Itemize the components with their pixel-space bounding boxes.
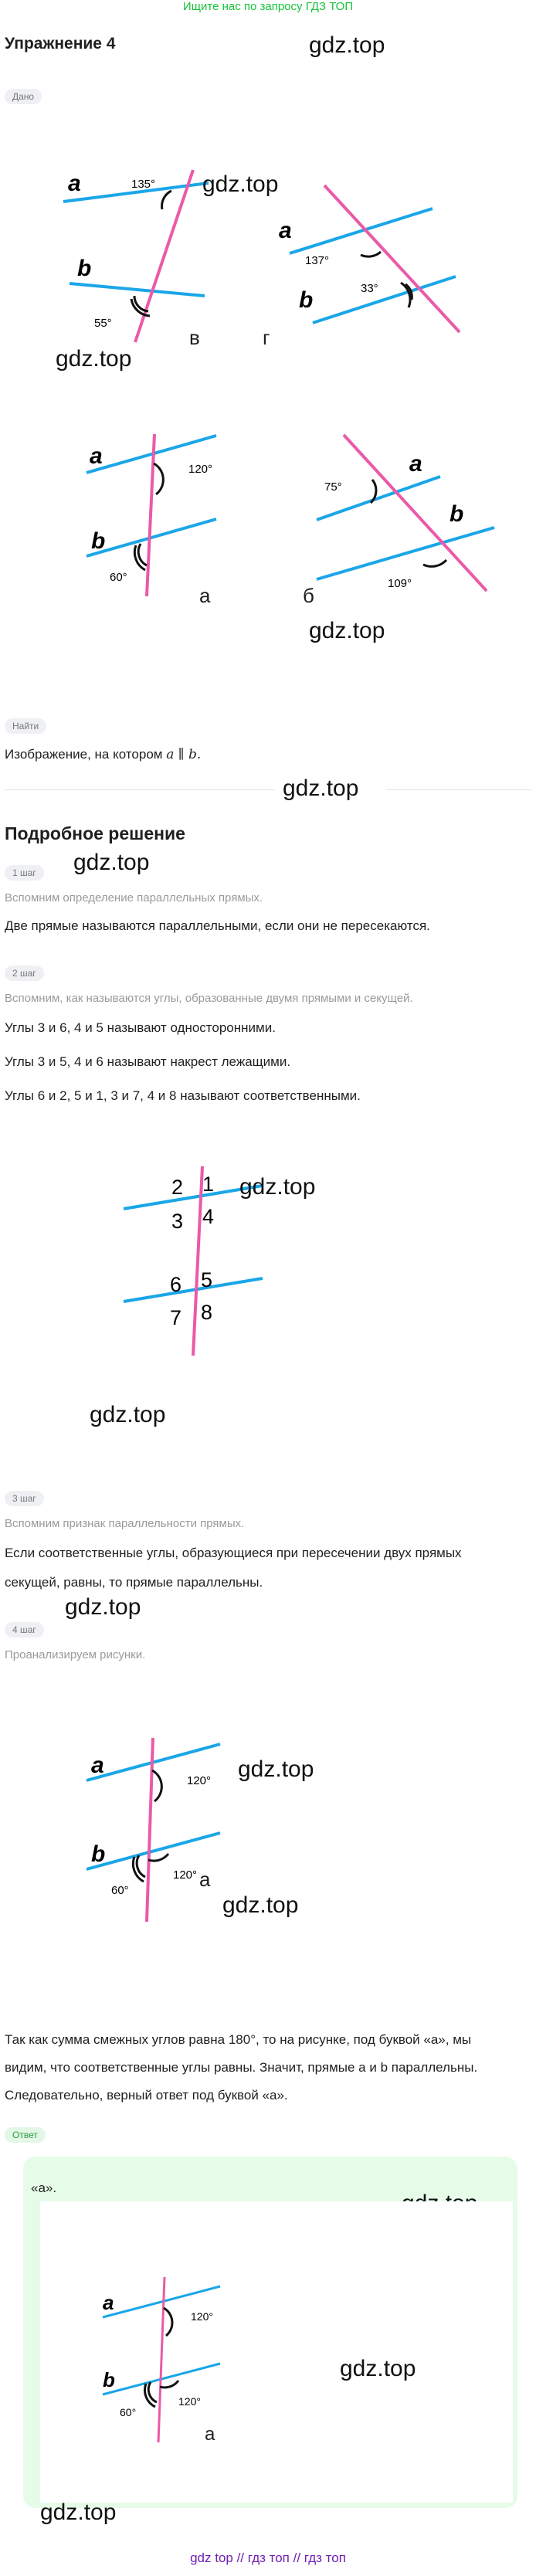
watermark: gdz.top (283, 776, 359, 801)
watermark: gdz.top (222, 1892, 299, 1918)
angle-120: 120° (188, 463, 213, 476)
angle-120: 120° (173, 1868, 198, 1882)
angle-33: 33° (361, 282, 378, 295)
watermark: gdz.top (90, 1402, 166, 1427)
line-b (313, 277, 456, 323)
label-a: a (103, 2291, 114, 2314)
angle-109: 109° (388, 577, 412, 590)
arc (138, 544, 147, 565)
arc (164, 2308, 172, 2336)
step-muted: Вспомним признак параллельности прямых. (5, 1517, 245, 1530)
angle-120: 120° (178, 2395, 201, 2408)
watermark: gdz.top (309, 618, 385, 643)
find-statement (5, 745, 201, 765)
transversal (147, 1738, 153, 1922)
arc (361, 252, 381, 256)
watermark: gdz.top (65, 1594, 141, 1620)
step-text: Углы 3 и 6, 4 и 5 называют односторонними. (5, 1020, 276, 1035)
conclusion-line: видим, что соответственные углы равны. Значит, прямые a и b параллельны. (5, 2060, 478, 2075)
solution-heading: Подробное решение (5, 823, 185, 843)
step-chip: 1 шаг (5, 865, 44, 881)
step-chip: 3 шаг (5, 1491, 44, 1506)
watermark: gdz.top (309, 32, 385, 58)
arc (162, 191, 171, 209)
watermark: gdz.top (238, 1756, 314, 1782)
watermark: gdz.top (239, 1174, 316, 1200)
step-text: Углы 6 и 2, 5 и 1, 3 и 7, 4 и 8 называют соответственными. (5, 1088, 361, 1103)
find-text: Изображение, на котором (5, 747, 163, 762)
step-text: Углы 3 и 5, 4 и 6 называют накрест лежащими. (5, 1054, 291, 1069)
transversal (147, 434, 154, 596)
angle-75: 75° (324, 480, 342, 494)
step-muted: Вспомним определение параллельных прямых. (5, 891, 263, 904)
angle-num: 1 (202, 1173, 215, 1196)
conclusion-line: Следовательно, верный ответ под буквой «а». (5, 2088, 288, 2103)
arc (423, 560, 446, 566)
transversal (193, 1166, 202, 1356)
angle-60: 60° (120, 2406, 137, 2418)
arc (137, 1855, 145, 1877)
figure-b (309, 429, 517, 606)
given-chip: Дано (5, 89, 42, 104)
figure-a (77, 417, 255, 602)
angle-num: 5 (201, 1268, 213, 1291)
angle-55: 55° (94, 317, 112, 330)
angle-120: 120° (191, 2310, 213, 2323)
watermark: gdz.top (340, 2356, 416, 2381)
find-math: a ∥ b. (166, 747, 202, 762)
label-a: a (279, 218, 292, 243)
figure-label-a: а (205, 2424, 215, 2445)
angle-num: 2 (171, 1176, 184, 1199)
conclusion-line: Так как сумма смежных углов равна 180°, то на рисунке, под буквой «а», мы (5, 2032, 472, 2047)
label-b: b (77, 256, 92, 281)
step-muted: Вспомним, как называются углы, образованные двумя прямыми и секущей. (5, 992, 413, 1005)
label-a: a (90, 443, 103, 469)
figure-g (274, 178, 475, 348)
step-text: Две прямые называются параллельными, если они не пересекаются. (5, 918, 430, 933)
angle-60: 60° (111, 1884, 129, 1897)
line-b (124, 1278, 263, 1302)
label-b: b (299, 287, 314, 313)
divider (5, 789, 275, 790)
step-muted: Проанализируем рисунки. (5, 1648, 146, 1661)
exercise-title: Упражнение 4 (5, 35, 116, 53)
label-b: b (91, 528, 106, 554)
arc (148, 1854, 168, 1861)
transversal (324, 185, 460, 332)
find-chip: Найти (5, 718, 46, 734)
arc (152, 1770, 161, 1801)
watermark: gdz.top (40, 2500, 117, 2525)
angle-num: 7 (170, 1306, 182, 1329)
figure-label-a: а (199, 584, 211, 607)
divider (386, 789, 531, 790)
label-a: a (409, 451, 422, 477)
label-a: a (68, 171, 81, 196)
line-b (70, 283, 205, 296)
watermark: gdz.top (73, 850, 150, 875)
angle-120: 120° (187, 1774, 212, 1787)
arc (160, 2381, 178, 2388)
figure-label-a: а (199, 1868, 211, 1891)
step-chip: 2 шаг (5, 966, 44, 981)
watermark: gdz.top (56, 346, 132, 372)
step-chip: 4 шаг (5, 1622, 44, 1638)
angle-num: 4 (202, 1205, 215, 1228)
footer-links[interactable]: gdz top // гдз топ // гдз топ (190, 2551, 346, 2565)
step-text: Если соответственные углы, образующиеся при пересечении двух прямых (5, 1546, 462, 1560)
figure-label-g: г (263, 326, 270, 349)
arc (154, 463, 163, 494)
search-banner[interactable]: Ищите нас по запросу ГДЗ ТОП (182, 0, 354, 13)
angle-num: 3 (171, 1210, 184, 1233)
arc (148, 2382, 157, 2402)
angle-60: 60° (110, 571, 127, 584)
angle-135: 135° (131, 178, 156, 191)
label-b: b (103, 2368, 115, 2391)
angle-num: 6 (170, 1273, 182, 1296)
figure-label-b: б (303, 584, 314, 607)
line-b (87, 1833, 220, 1869)
label-b: b (91, 1841, 106, 1867)
figure-answer (97, 2263, 251, 2449)
label-a: a (91, 1753, 104, 1778)
step-text: секущей, равны, то прямые параллельны. (5, 1575, 263, 1590)
angle-137: 137° (305, 254, 330, 267)
figure-label-v: в (189, 326, 200, 349)
watermark: gdz.top (202, 171, 279, 197)
answer-chip: Ответ (5, 2127, 46, 2143)
angle-num: 8 (201, 1301, 213, 1324)
line-a (290, 209, 433, 253)
answer-text: «а». (31, 2181, 57, 2195)
label-b: b (449, 501, 464, 527)
figure-v (46, 158, 224, 344)
